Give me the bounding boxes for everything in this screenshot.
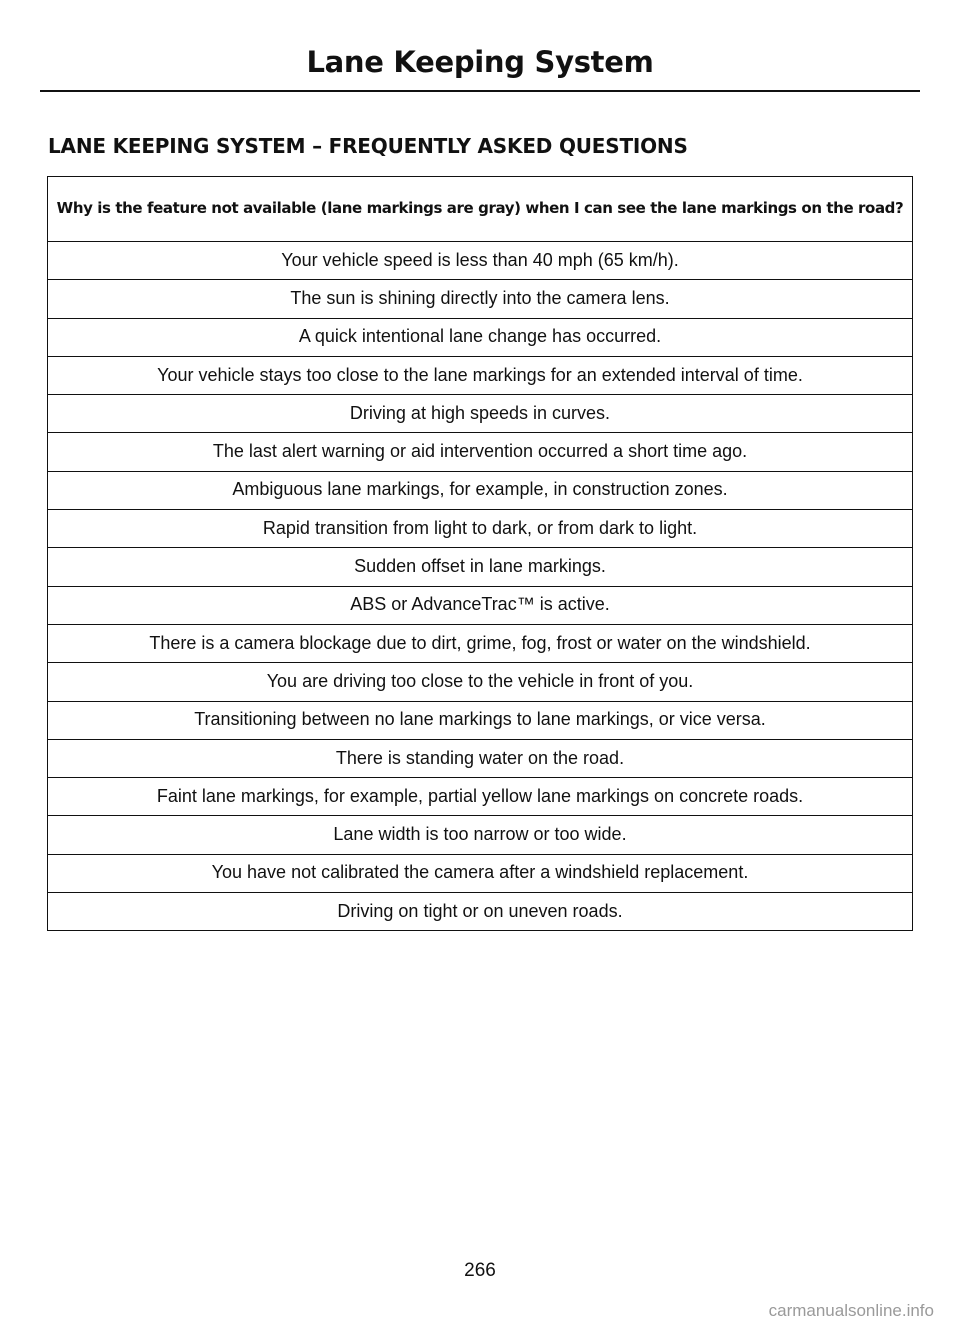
table-row [48,318,913,356]
faq-table [47,176,913,931]
faq-answer: Faint lane markings, for example, partial yellow lane markings on concrete roads. [48,778,913,816]
faq-answer: Ambiguous lane markings, for example, in construction zones. [48,471,913,509]
watermark-link[interactable]: carmanualsonline.info [768,1301,934,1320]
table-row [48,510,913,548]
table-row [48,242,913,280]
table-row [48,586,913,624]
faq-answer: Sudden offset in lane markings. [48,548,913,586]
table-row [48,548,913,586]
table-row [48,395,913,433]
table-row [48,893,913,931]
section-title: LANE KEEPING SYSTEM – FREQUENTLY ASKED QUESTIONS [48,134,688,158]
faq-answer: Your vehicle stays too close to the lane markings for an extended interval of time. [48,356,913,394]
table-header-row [48,177,913,242]
faq-answer: Driving at high speeds in curves. [48,395,913,433]
faq-answer: Driving on tight or on uneven roads. [48,893,913,931]
faq-answer: Rapid transition from light to dark, or from dark to light. [48,510,913,548]
faq-answer: There is standing water on the road. [48,739,913,777]
faq-answer: You have not calibrated the camera after a windshield replacement. [48,854,913,892]
table-row [48,356,913,394]
page-title: Lane Keeping System [306,45,654,79]
faq-answer: A quick intentional lane change has occurred. [48,318,913,356]
table-row [48,280,913,318]
table-row [48,701,913,739]
faq-answer: Lane width is too narrow or too wide. [48,816,913,854]
faq-answer: Your vehicle speed is less than 40 mph (65 km/h). [48,242,913,280]
table-row [48,816,913,854]
page-number: 266 [464,1260,496,1281]
table-row [48,739,913,777]
faq-answer: You are driving too close to the vehicle in front of you. [48,663,913,701]
table-row [48,854,913,892]
table-row [48,663,913,701]
faq-answer: There is a camera blockage due to dirt, grime, fog, frost or water on the windshield. [48,624,913,662]
table-row [48,624,913,662]
faq-answer: ABS or AdvanceTrac™ is active. [48,586,913,624]
table-row [48,471,913,509]
faq-answer: The last alert warning or aid intervention occurred a short time ago. [48,433,913,471]
faq-answer: Transitioning between no lane markings to lane markings, or vice versa. [48,701,913,739]
faq-answer: The sun is shining directly into the camera lens. [48,280,913,318]
page-header [40,40,920,92]
table-row [48,433,913,471]
faq-question: Why is the feature not available (lane markings are gray) when I can see the lane markings on the road? [48,177,913,242]
table-row [48,778,913,816]
